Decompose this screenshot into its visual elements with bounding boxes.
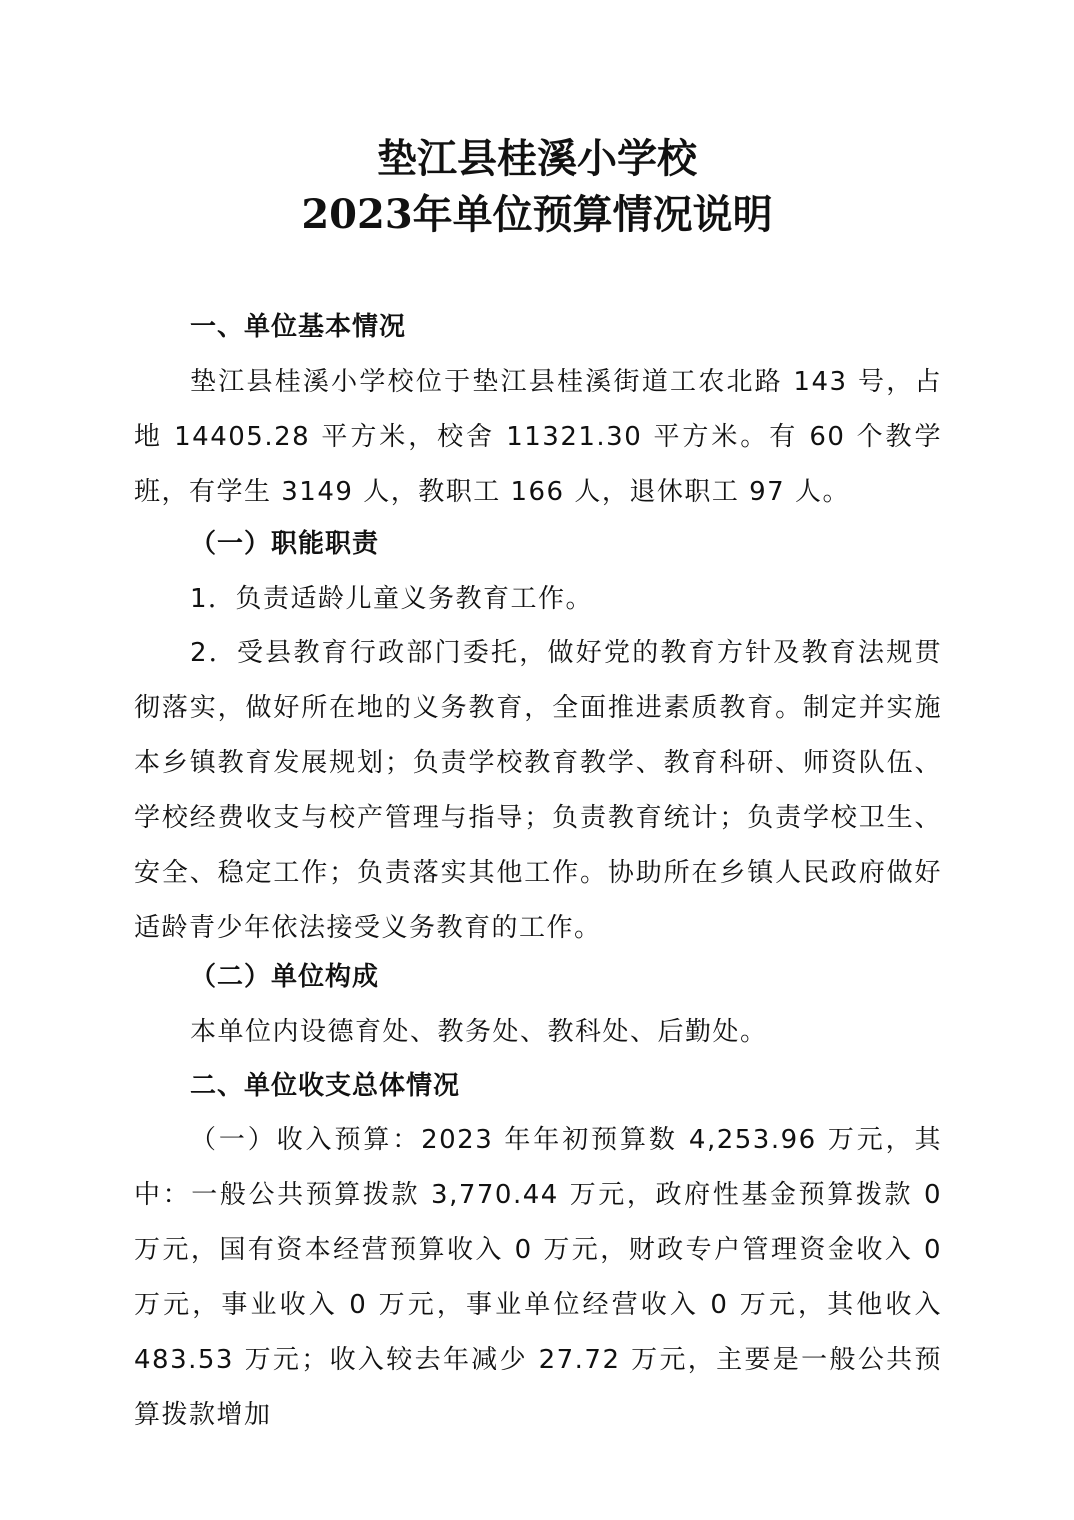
section1-intro-paragraph: 垫江县桂溪小学校位于垫江县桂溪街道工农北路 143 号，占地 14405.28 平方米，校舍 11321.30 平方米。有 60 个教学班，有学生 3149 人，教职工 166 人，退休职工 97 人。 [134, 367, 942, 507]
document-title-line2: 2023年单位预算情况说明 [301, 191, 773, 238]
duty-item-2: 2．受县教育行政部门委托，做好党的教育方针及教育法规贯彻落实，做好所在地的义务教育，全面推进素质教育。制定并实施本乡镇教育发展规划；负责学校教育教学、教育科研、师资队伍、学校经费收支与校产管理与指导；负责教育统计；负责学校卫生、安全、稳定工作；负责落实其他工作。协助所在乡镇人民政府做好适龄青少年依法接受义务教育的工作。 [134, 638, 942, 943]
duty-item-1: 1．负责适龄儿童义务教育工作。 [190, 584, 594, 614]
composition-paragraph: 本单位内设德育处、教务处、教科处、后勤处。 [190, 1017, 768, 1047]
section1-heading: 一、单位基本情况 [190, 312, 407, 342]
subsection2-heading: （二）单位构成 [190, 962, 380, 992]
section2-heading: 二、单位收支总体情况 [190, 1071, 461, 1101]
document-title-line1: 垫江县桂溪小学校 [377, 135, 697, 182]
income-paragraph: （一）收入预算：2023 年年初预算数 4,253.96 万元，其中：一般公共预算拨款 3,770.44 万元，政府性基金预算拨款 0 万元，国有资本经营预算收入 0 万元，财政专户管理资金收入 0 万元，事业收入 0 万元，事业单位经营收入 0 万元，其他收入 483.53 万元；收入较去年减少 27.72 万元，主要是一般公共预算拨款增加 [134, 1125, 942, 1430]
subsection1-heading: （一）职能职责 [190, 529, 380, 559]
